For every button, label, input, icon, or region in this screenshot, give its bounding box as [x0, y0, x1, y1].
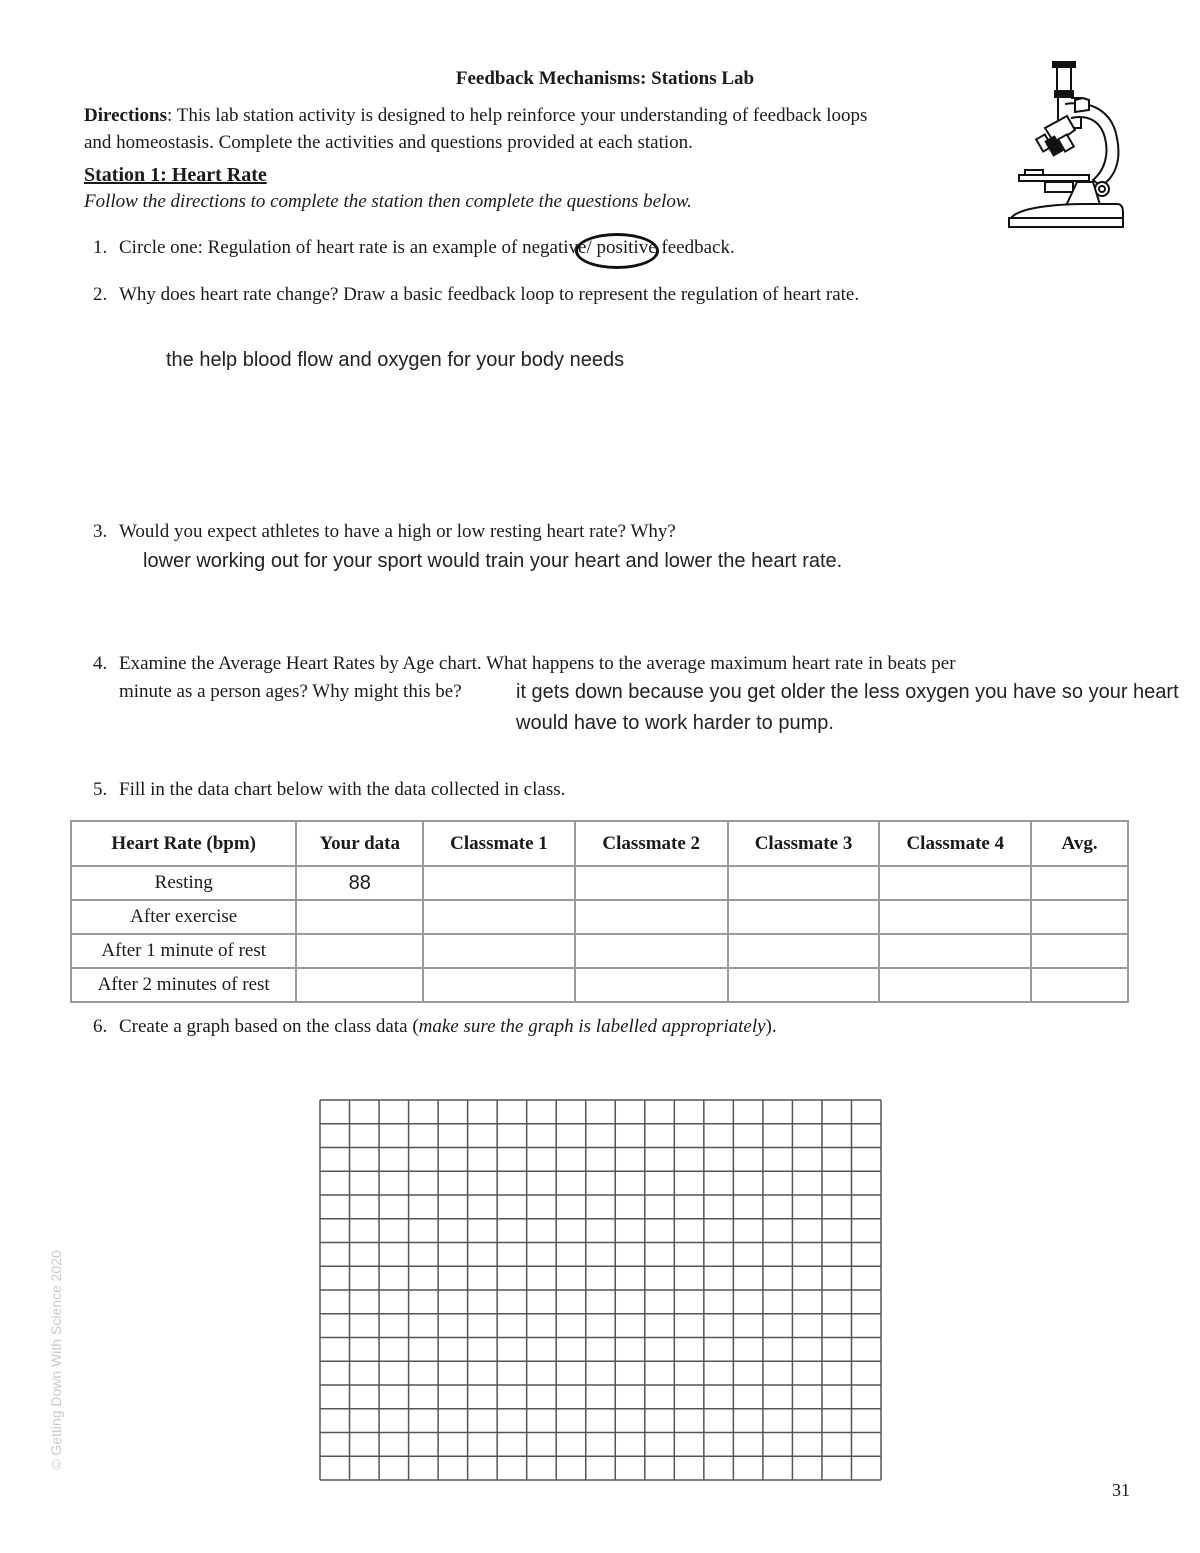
data-cell[interactable] [1031, 866, 1128, 900]
copyright-watermark: © Getting Down With Science 2020 [48, 1250, 64, 1470]
column-header: Classmate 3 [728, 821, 880, 866]
option-positive[interactable]: positive [591, 237, 657, 258]
data-cell[interactable] [575, 968, 728, 1002]
column-header: Avg. [1031, 821, 1128, 866]
page-number: 31 [1112, 1480, 1130, 1500]
data-cell[interactable] [423, 866, 575, 900]
question-4 [93, 653, 956, 675]
question-text: Would you expect athletes to have a high or low resting heart rate? Why? [119, 521, 676, 542]
question-number: 5. [93, 779, 108, 800]
graph-paper-grid[interactable] [319, 1099, 882, 1481]
question-number: 2. [93, 284, 108, 305]
data-cell[interactable] [1031, 900, 1128, 934]
data-cell[interactable] [296, 934, 423, 968]
question-number: 6. [93, 1016, 108, 1037]
directions-text-line1: : This lab station activity is designed to help reinforce your understanding of feedback loops [167, 105, 868, 126]
data-cell[interactable] [879, 900, 1031, 934]
question-text: Fill in the data chart below with the data collected in class. [119, 779, 566, 800]
table-row [71, 968, 1128, 1002]
data-cell[interactable] [879, 934, 1031, 968]
data-cell[interactable] [728, 900, 880, 934]
answer-4-field-line2[interactable]: would have to work harder to pump. [516, 712, 834, 734]
question-text: Examine the Average Heart Rates by Age chart. What happens to the average maximum heart rate in beats per [119, 653, 956, 674]
row-label: After 1 minute of rest [71, 934, 296, 968]
data-cell[interactable] [423, 968, 575, 1002]
microscope-icon [1005, 58, 1130, 230]
question-text: Why does heart rate change? Draw a basic feedback loop to represent the regulation of heart rate. [119, 284, 860, 305]
question-number: 4. [93, 653, 108, 674]
option-separator: / [586, 237, 592, 258]
data-cell[interactable] [879, 866, 1031, 900]
table-row [71, 866, 1128, 900]
row-label: After 2 minutes of rest [71, 968, 296, 1002]
question-6 [93, 1016, 777, 1038]
answer-4-field-line1[interactable]: it gets down because you get older the less oxygen you have so your heart [516, 681, 1179, 703]
table-row [71, 900, 1128, 934]
data-cell[interactable] [879, 968, 1031, 1002]
column-header: Heart Rate (bpm) [71, 821, 296, 866]
option-negative[interactable]: negative [522, 237, 587, 258]
column-header: Classmate 4 [879, 821, 1031, 866]
data-cell[interactable] [1031, 968, 1128, 1002]
answer-2-field[interactable]: the help blood flow and oxygen for your body needs [166, 349, 625, 371]
question-3 [93, 521, 676, 543]
station-instructions: Follow the directions to complete the station then complete the questions below. [84, 191, 692, 212]
data-cell[interactable]: 88 [296, 866, 423, 900]
question-text-end: feedback. [656, 237, 735, 258]
question-number: 1. [93, 237, 108, 258]
data-cell[interactable] [575, 866, 728, 900]
data-cell[interactable] [575, 934, 728, 968]
question-5 [93, 779, 565, 801]
data-cell[interactable] [296, 900, 423, 934]
data-cell[interactable] [423, 900, 575, 934]
station-heading: Station 1: Heart Rate [84, 164, 267, 186]
data-cell[interactable] [728, 934, 880, 968]
directions [84, 102, 984, 156]
column-header: Classmate 2 [575, 821, 728, 866]
answer-3-field[interactable]: lower working out for your sport would train your heart and lower the heart rate. [143, 550, 843, 572]
question-text: Circle one: Regulation of heart rate is an example of [119, 237, 523, 258]
row-label: After exercise [71, 900, 296, 934]
question-2 [93, 284, 859, 306]
question-text-end: ). [765, 1016, 777, 1037]
table-header-row [71, 821, 1128, 866]
data-cell[interactable] [296, 968, 423, 1002]
question-4-line2: minute as a person ages? Why might this be? [119, 681, 462, 702]
directions-label: Directions [84, 105, 168, 126]
data-cell[interactable] [1031, 934, 1128, 968]
answer-circle-mark [575, 233, 659, 269]
column-header: Classmate 1 [423, 821, 575, 866]
data-cell[interactable] [728, 968, 880, 1002]
table-row [71, 934, 1128, 968]
row-label: Resting [71, 866, 296, 900]
heart-rate-data-table [70, 820, 1129, 1003]
data-cell[interactable] [423, 934, 575, 968]
data-cell[interactable] [728, 866, 880, 900]
directions-text-line2: and homeostasis. Complete the activities and questions provided at each station. [84, 132, 693, 153]
page-title: Feedback Mechanisms: Stations Lab [455, 68, 755, 89]
question-text: Create a graph based on the class data ( [119, 1016, 419, 1037]
data-cell[interactable] [575, 900, 728, 934]
question-number: 3. [93, 521, 108, 542]
column-header: Your data [296, 821, 423, 866]
question-text-italic: make sure the graph is labelled appropriately [418, 1016, 766, 1037]
